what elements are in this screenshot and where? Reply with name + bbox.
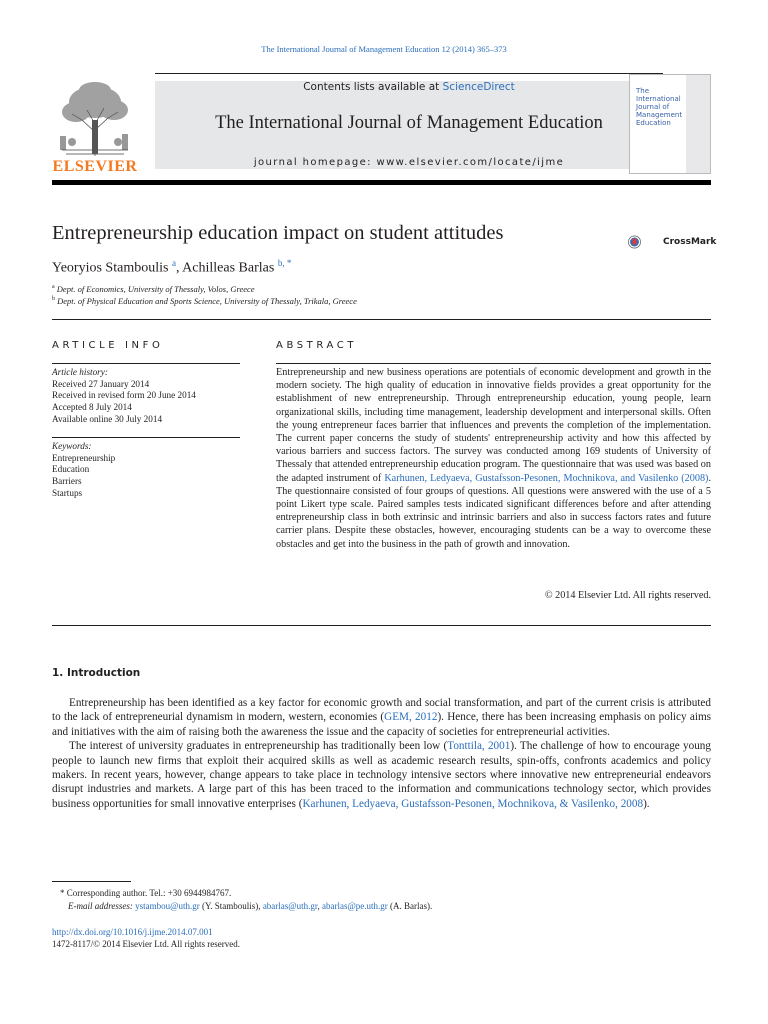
masthead-top-rule <box>155 73 663 74</box>
keyword: Entrepreneurship <box>52 452 116 463</box>
history-item: Accepted 8 July 2014 <box>52 402 132 413</box>
masthead-bottom-rule <box>52 180 711 185</box>
crossmark-label[interactable]: CrossMark <box>663 237 717 247</box>
article-info-rule <box>52 363 240 364</box>
citation-link[interactable]: Karhunen, Ledyaeva, Gustafsson-Pesonen, Mochnikova, and Vasilenko (2008) <box>384 472 709 484</box>
abstract-copyright: © 2014 Elsevier Ltd. All rights reserved. <box>544 590 711 601</box>
keywords-label: Keywords: <box>52 441 92 451</box>
corresponding-author-note: * Corresponding author. Tel.: +30 6944984767. <box>60 888 232 898</box>
article-info-heading: ARTICLE INFO <box>52 340 164 351</box>
history-item: Available online 30 July 2014 <box>52 413 163 424</box>
author-name: Yeoryios Stamboulis <box>52 260 169 276</box>
abstract-text: Entrepreneurship and new business operations are potentials of economic development and growth in the modern society. The high quality of education in innovative fields provides a great opportunity for the establishment of new entrepreneurship. Through entrepreneurship education, young people, learn organizational skills, including time management, leadership development and interpersonal skills. Often the young entrepreneur faces barrier that influences and prevents the completion of the implementation. The current paper concerns the study of students' entrepreneurship activity and how this affected by various barriers and success factors. The survey was conducted among 169 students of University of Thessaly that attended entrepreneurship education program. The questionnaire that was used was based on the adapted instrument of Karhunen, Ledyaeva, Gustafsson-Pesonen, Mochnikova, and Vasilenko (2008). The questionnaire consisted of four groups of questions. All questions were answered with the use of a 5 point Likert type scale. Paired samples tests indicated significant differences before and after attending entrepreneurship class in both extrinsic and intrinsic barriers and also in success factors rates and future carrier plans. Despite these obstacles, however, encouraging students can be a way to overcome these obstacles and get into the business in the path of growth and innovation. <box>276 367 711 550</box>
author-affiliation-link[interactable]: b, * <box>277 258 292 268</box>
elsevier-tree-logo-icon <box>52 80 138 158</box>
author-separator: , <box>175 260 183 276</box>
history-item: Received in revised form 20 June 2014 <box>52 390 196 401</box>
sciencedirect-link[interactable]: ScienceDirect <box>442 81 515 93</box>
abstract-rule <box>276 363 711 364</box>
author-list <box>52 258 291 277</box>
email-link[interactable]: ystambou@uth.gr <box>135 901 200 911</box>
paragraph: The interest of university graduates in entrepreneurship has traditionally been low (Tonttila, 2001). The challenge of how to encourage young people to launch new firms that exploit their acquired skills as well as academic research results, spin-offs, confronts academics and policy makers. In recent years, however, change appears to take place in technology intensive sectors where innovative new entrepreneurial endeavors disrupt industries and markets. A large part of this has been traced to the information and communications technology sector, which provides business opportunities for small innovative enterprises (Karhunen, Ledyaeva, Gustafsson-Pesonen, Mochnikova, & Vasilenko, 2008). <box>52 740 711 810</box>
article-history <box>52 367 240 426</box>
introduction-heading: 1. Introduction <box>52 667 141 679</box>
email-link[interactable]: abarlas@uth.gr <box>262 901 318 911</box>
paragraph: Entrepreneurship has been identified as a key factor for economic growth and social transformation, and part of the current crisis is attributed to the lack of entrepreneurial dynamism in modern, western, economies (GEM, 2012). Hence, there has been increasing emphasis on policy aims and initiatives with the aim of raising both the awareness the issue and the capacity of societies for entrepreneurial activities. <box>52 697 711 738</box>
elsevier-wordmark: ELSEVIER <box>52 158 138 175</box>
author-name: Achilleas Barlas <box>182 260 275 276</box>
keyword: Education <box>52 464 90 475</box>
keywords-rule <box>52 437 240 438</box>
keyword: Barriers <box>52 476 82 487</box>
introduction-body <box>52 696 711 811</box>
journal-title: The International Journal of Management Education <box>215 113 603 133</box>
abstract-divider <box>52 625 711 626</box>
keywords <box>52 441 240 500</box>
keyword: Startups <box>52 487 83 498</box>
cover-title: The International Journal of Management Education <box>636 87 683 127</box>
title-divider <box>52 319 711 320</box>
crossmark-icon[interactable] <box>628 226 662 258</box>
history-item: Received 27 January 2014 <box>52 378 150 389</box>
abstract-heading: ABSTRACT <box>276 340 358 351</box>
journal-cover-thumbnail[interactable] <box>629 74 711 174</box>
citation-link[interactable]: GEM, 2012 <box>384 711 438 724</box>
contents-line <box>155 81 663 93</box>
affiliation-a: $^a$ Dept. of Economics, University of Thessaly, Volos, Greece <box>52 284 255 294</box>
journal-homepage[interactable]: journal homepage: www.elsevier.com/locate/ijme <box>253 157 565 168</box>
contents-prefix: Contents lists available at <box>303 81 443 93</box>
citation-link[interactable]: Karhunen, Ledyaeva, Gustafsson-Pesonen, Mochnikova, & Vasilenko, 2008 <box>302 797 644 810</box>
citation-link[interactable]: Tonttila, 2001 <box>447 740 511 753</box>
cover-stripe <box>686 75 710 174</box>
email-link[interactable]: abarlas@pe.uth.gr <box>321 901 388 911</box>
running-head[interactable]: The International Journal of Management Education 12 (2014) 365–373 <box>261 44 507 54</box>
doi-link[interactable]: http://dx.doi.org/10.1016/j.ijme.2014.07.001 <box>52 927 213 937</box>
affiliation-b: $^b$ Dept. of Physical Education and Sports Science, University of Thessaly, Trikala, Greece <box>52 296 357 306</box>
footnote-rule <box>52 881 131 882</box>
article-title: Entrepreneurship education impact on student attitudes <box>52 222 504 244</box>
author-affiliation-link[interactable]: a <box>171 258 176 268</box>
history-label: Article history: <box>52 367 108 377</box>
email-addresses-note: E-mail addresses: ystambou@uth.gr (Y. Stamboulis), abarlas@uth.gr, abarlas@pe.uth.gr (A. Barlas). <box>68 901 433 911</box>
issn-copyright: 1472-8117/© 2014 Elsevier Ltd. All rights reserved. <box>52 939 240 949</box>
journal-masthead <box>52 73 711 186</box>
